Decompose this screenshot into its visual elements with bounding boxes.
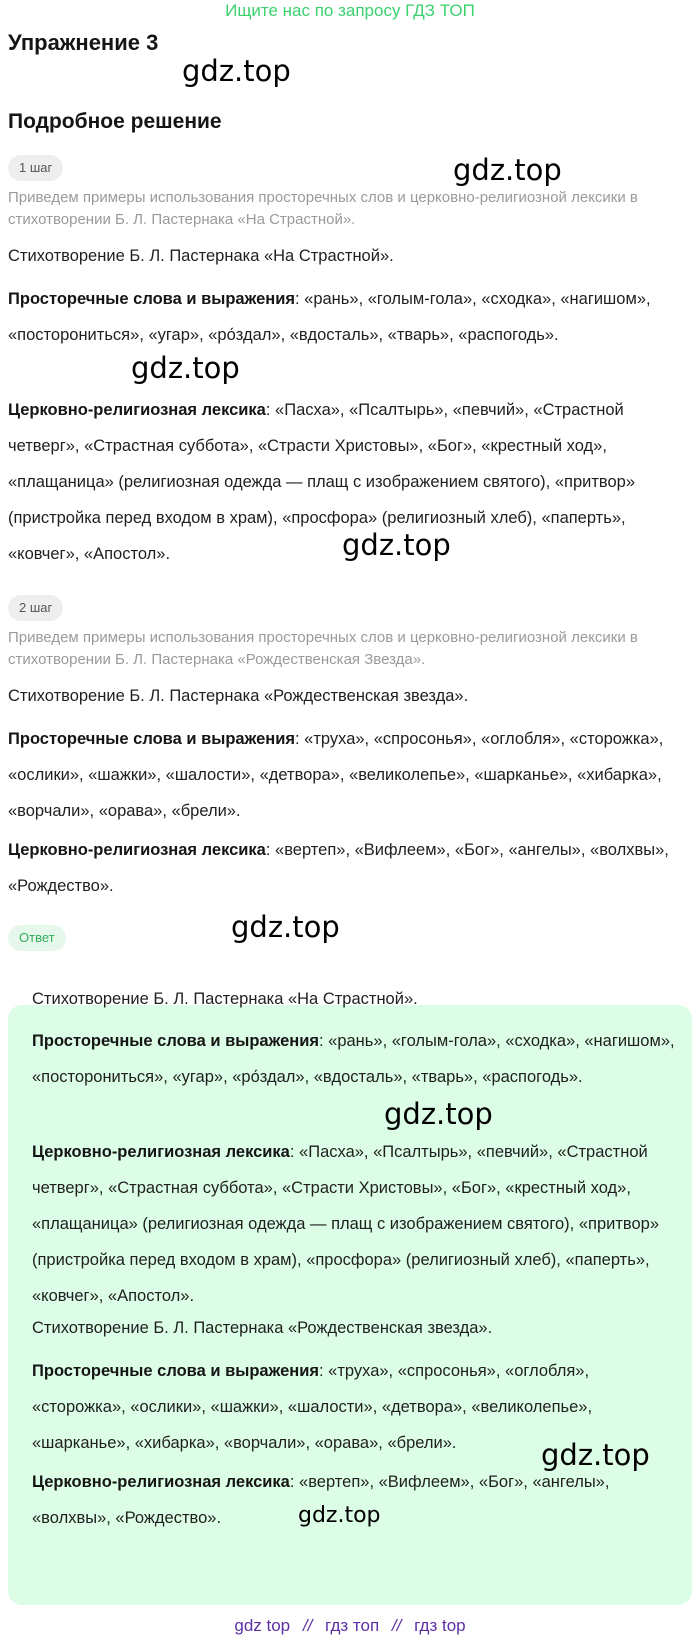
watermark: gdz.top <box>541 1438 650 1472</box>
vernacular-text: : «труха», «спросонья», «оглобля», «сторожка», «ослики», «шажки», «шалости», «детвора», «великолепье», «шарканье», «хибарка», «ворчали», «орава», «брели». <box>8 730 664 820</box>
step-2-church <box>8 832 683 904</box>
footer-link-gdz-top-mixed[interactable]: гдз top <box>414 1616 466 1635</box>
step-1-badge: 1 шаг <box>8 155 63 181</box>
step-2-badge: 2 шаг <box>8 595 63 621</box>
solution-title: Подробное решение <box>8 110 222 133</box>
watermark: gdz.top <box>453 153 562 187</box>
footer-separator: // <box>302 1616 313 1635</box>
answer-church-1 <box>32 1134 677 1314</box>
watermark: gdz.top <box>298 1503 381 1528</box>
top-banner: Ищите нас по запросу ГДЗ ТОП <box>225 1 475 20</box>
vernacular-text: : «рань», «голым-гола», «сходка», «нагишом», «посторониться», «угар», «ро́здал», «вдосталь», «тварь», «распогодь». <box>8 290 651 344</box>
watermark: gdz.top <box>131 351 240 385</box>
watermark: gdz.top <box>231 910 340 944</box>
church-label: Церковно-религиозная лексика <box>32 1473 290 1491</box>
step-1-poem: Стихотворение Б. Л. Пастернака «На Страстной». <box>8 247 394 265</box>
footer <box>0 1614 700 1638</box>
footer-link-gdz-top[interactable]: gdz top <box>234 1616 291 1635</box>
answer-poem-2: Стихотворение Б. Л. Пастернака «Рождественская звезда». <box>32 1319 493 1337</box>
step-1-vernacular <box>8 281 683 353</box>
footer-separator: // <box>391 1616 402 1635</box>
step-2-hint: Приведем примеры использования просторечных слов и церковно-религиозной лексики в стихотворении Б. Л. Пастернака «Рождественская Звезда». <box>8 629 638 668</box>
vernacular-label: Просторечные слова и выражения <box>32 1032 319 1050</box>
church-text: : «вертеп», «Вифлеем», «Бог», «ангелы», «волхвы», «Рождество». <box>8 841 669 895</box>
answer-poem-1: Стихотворение Б. Л. Пастернака «На Страстной». <box>32 990 418 1008</box>
church-label: Церковно-религиозная лексика <box>32 1143 290 1161</box>
vernacular-label: Просторечные слова и выражения <box>8 290 295 308</box>
church-text: : «Пасха», «Псалтырь», «певчий», «Страстной четверг», «Страстная суббота», «Страсти Христовы», «Бог», «крестный ход», «плащаница» (религиозная одежда — плащ с изображением святого), «притвор» (пристройка перед входом в храм), «просфора» (религиозный хлеб), «паперть», «ковчег», «Апостол». <box>32 1143 660 1305</box>
vernacular-label: Просторечные слова и выражения <box>32 1362 319 1380</box>
step-1-hint: Приведем примеры использования просторечных слов и церковно-религиозной лексики в стихотворении Б. Л. Пастернака «На Страстной». <box>8 189 638 228</box>
vernacular-text: : «рань», «голым-гола», «сходка», «нагишом», «посторониться», «угар», «ро́здал», «вдосталь», «тварь», «распогодь». <box>32 1032 675 1086</box>
answer-vernacular-1 <box>32 1023 677 1095</box>
church-text: : «вертеп», «Вифлеем», «Бог», «ангелы», «волхвы», «Рождество». <box>32 1473 610 1527</box>
step-2-vernacular <box>8 721 683 829</box>
church-label: Церковно-религиозная лексика <box>8 401 266 419</box>
exercise-title: Упражнение 3 <box>8 30 159 55</box>
step-2-poem: Стихотворение Б. Л. Пастернака «Рождественская звезда». <box>8 687 469 705</box>
vernacular-text: : «труха», «спросонья», «оглобля», «сторожка», «ослики», «шажки», «шалости», «детвора», «великолепье», «шарканье», «хибарка», «ворчали», «орава», «брели». <box>32 1362 593 1452</box>
watermark: gdz.top <box>342 528 451 562</box>
footer-link-gdz-top-ru[interactable]: гдз топ <box>325 1616 380 1635</box>
watermark: gdz.top <box>182 54 291 88</box>
church-label: Церковно-религиозная лексика <box>8 841 266 859</box>
church-text: : «Пасха», «Псалтырь», «певчий», «Страстной четверг», «Страстная суббота», «Страсти Христовы», «Бог», «крестный ход», «плащаница» (религиозная одежда — плащ с изображением святого), «притвор» (пристройка перед входом в храм), «просфора» (религиозный хлеб), «паперть», «ковчег», «Апостол». <box>8 401 636 563</box>
answer-badge: Ответ <box>8 925 66 951</box>
watermark: gdz.top <box>384 1097 493 1131</box>
vernacular-label: Просторечные слова и выражения <box>8 730 295 748</box>
